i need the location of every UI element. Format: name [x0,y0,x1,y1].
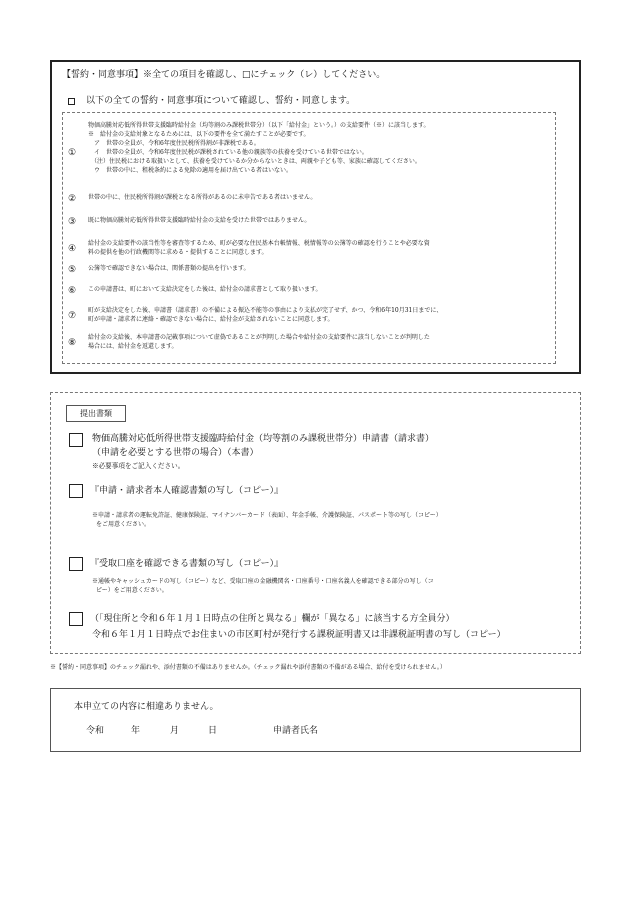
pledge-item-number: ⑤ [68,265,77,275]
pledge-item-line: 給付金の支給要件の該当性等を審査等するため、町が必要な住民基本台帳情報、税情報等の公簿等の確認を行うことや必要な資 [88,240,430,247]
pledge-item-line: 世帯の中に、住民税所得割が課税となる所得があるのに未申告である者はいません。 [88,194,317,201]
doc1-checkbox[interactable] [69,433,83,447]
doc3-note-line2: ピー）をご用意ください。 [96,587,168,594]
date-month: 月 [170,726,180,736]
date-era: 令和 [86,726,105,736]
pledge-item-line: ※ 給付金の支給対象となるためには、以下の要件を全て満たすことが必要です。 [88,131,310,138]
doc3-checkbox[interactable] [69,557,83,571]
pledge-agree-checkbox[interactable] [68,98,75,105]
pledge-item-number: ⑦ [68,311,77,321]
pledge-item-line: イ 世帯の全員が、令和6年度住民税が課税されている他の親族等の扶養を受けている世帯ではない。 [88,149,368,156]
documents-label: 提出書類 [66,405,126,422]
pledge-item-line: 給付金の支給後、本申請書の記載事項について虚偽であることが判明した場合や給付金の支給要件に該当しないことが判明した [88,334,430,341]
doc2-checkbox[interactable] [69,484,83,498]
pledge-item-number: ② [68,194,77,204]
pledge-item-line: 物価高騰対応低所得世帯支援臨時給付金（均等割のみ課税世帯分）（以下「給付金」という。）の支給要件（※）に該当します。 [88,122,430,129]
pledge-item-line: ア 世帯の全員が、令和6年度住民税所得割が非課税である。 [88,140,260,147]
pledge-item-line: 公簿等で確認できない場合は、関係書類の提出を行います。 [88,265,250,272]
doc3-title: 『受取口座を確認できる書類の写し（コピー）』 [90,559,284,569]
pledge-item-number: ④ [68,244,77,254]
doc2-note-line2: をご用意ください。 [96,521,151,528]
pledge-item-line: 町が申請・請求者に連絡・確認できない場合に、給付金が支給されないことに同意します。 [88,316,334,323]
pledge-item-line: 既に物価高騰対応低所得世帯支援臨時給付金の支給を受けた世帯ではありません。 [88,217,311,224]
pledge-item-number: ⑧ [68,338,77,348]
doc4-checkbox[interactable] [69,612,83,626]
pledge-item-line: ウ 世帯の中に、租税条約による免除の適用を届け出ている者はいない。 [88,167,293,174]
doc2-title: 『申請・請求者本人確認書類の写し（コピー）』 [90,486,284,496]
doc2-note-line1: ※申請・請求者の運転免許証、健康保険証、マイナンバーカード（表面）、年金手帳、介護保険証、パスポート等の写し（コピー） [92,512,442,519]
pledge-item-line: この申請書は、町において支給決定をした後は、給付金の請求書として取り扱います。 [88,286,322,293]
doc1-title: 物価高騰対応低所得世帯支援臨時給付金（均等割のみ課税世帯分）申請書（請求書） [92,434,435,444]
declaration-statement: 本申立ての内容に相違ありません。 [74,702,219,712]
pledge-item-line: 場合には、給付金を返還します。 [88,343,178,350]
date-day: 日 [208,726,218,736]
pledge-agree-label: 以下の全ての誓約・同意事項について確認し、誓約・同意します。 [86,96,356,106]
checklist-footnote: ※【誓約・同意事項】のチェック漏れや、添付書類の不備はありませんか。（チェック漏れや添付書類の不備がある場合、給付を受けられません。） [50,664,446,671]
declaration-box [50,688,581,752]
pledge-item-line: （注）住民税における取扱いとして、扶養を受けているか分からないときは、両親や子ども等、家族に確認してください。 [88,158,421,165]
doc4-title: （「現住所と令和６年１月１日時点の住所と異なる」欄が「異なる」に該当する方全員分） [90,614,455,624]
pledge-heading: 【誓約・同意事項】※全ての項目を確認し、□にチェック（レ）してください。 [62,70,386,80]
doc4-subtitle: 令和６年１月１日時点でお住まいの市区町村が発行する課税証明書又は非課税証明書の写し（コピー） [92,630,506,640]
doc3-note-line1: ※通帳やキャッシュカードの写し（コピー）など、受取口座の金融機関名・口座番号・口座名義人を確認できる部分の写し（コ [92,578,434,585]
doc1-subtitle: （申請を必要とする世帯の場合）（本書） [92,448,259,458]
doc1-note: ※必要事項をご記入ください。 [92,462,185,470]
pledge-item-line: 町が支給決定をした後、申請書（請求書）の不備による振込不能等の事由により支払が完了せず、かつ、令和6年10月31日までに、 [88,307,443,314]
pledge-item-number: ③ [68,217,77,227]
pledge-item-number: ① [68,148,77,158]
applicant-name-label: 申請者氏名 [273,726,319,736]
date-year: 年 [131,726,141,736]
pledge-item-line: 料の提供を他の行政機関等に求める・提供することに同意します。 [88,249,268,256]
pledge-item-number: ⑥ [68,286,77,296]
